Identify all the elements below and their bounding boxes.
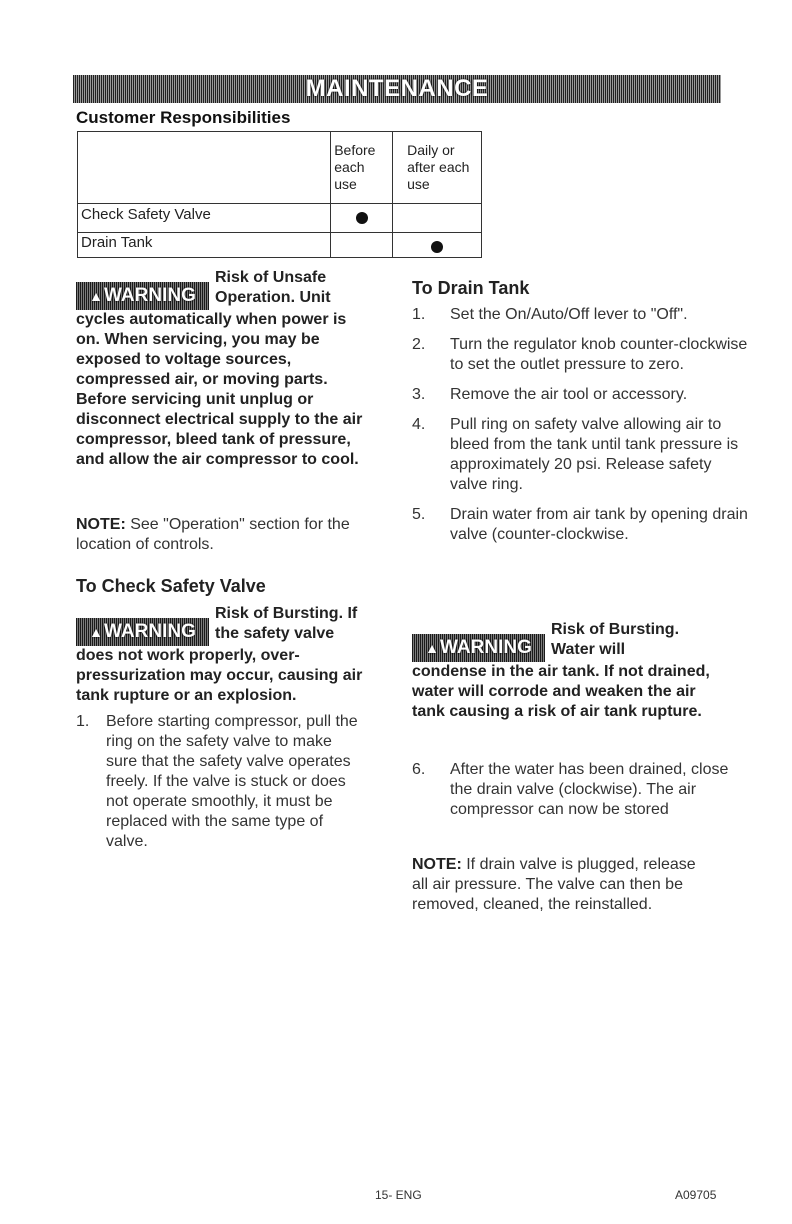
note-drain-valve: NOTE: If drain valve is plugged, release all air pressure. The valve can then be removed, cleaned, the reinstalled. bbox=[412, 856, 696, 913]
warning-badge: ▲ WARNING bbox=[76, 618, 209, 646]
header-daily: Daily or after each use bbox=[393, 132, 482, 204]
warning-triangle-icon: ▲ bbox=[425, 640, 440, 656]
banner-title: MAINTENANCE bbox=[305, 75, 489, 102]
check-safety-valve-title: To Check Safety Valve bbox=[76, 576, 266, 596]
table-row bbox=[78, 233, 482, 258]
list-item: 1. Set the On/Auto/Off lever to "Off". bbox=[412, 306, 688, 323]
warning-body: cycles automatically when power is on. When servicing, you may be exposed to voltage sources, compressed air, or moving parts. Before servicing unit unplug or disconnect electrical supply to the air compressor, bleed tank of pressure, and allow the air compressor to cool. bbox=[76, 311, 363, 468]
table-header-row bbox=[78, 132, 482, 204]
page-number: 15- ENG bbox=[375, 1188, 422, 1202]
warning-block-unsafe-operation bbox=[76, 268, 366, 470]
list-item: 2. Turn the regulator knob counter-clockwise to set the outlet pressure to zero. bbox=[412, 336, 748, 373]
warning-head: Risk of Unsafe Operation. Unit bbox=[215, 269, 331, 306]
warning-head: Risk of Bursting. If the safety valve bbox=[215, 605, 358, 642]
warning-body: condense in the air tank. If not drained, water will corrode and weaken the air tank causing a risk of air tank rupture. bbox=[412, 663, 710, 720]
list-item: 1. Before starting compressor, pull the ring on the safety valve to make sure that the safety valve operates freely. If the valve is stuck or does not operate smoothly, it must be replaced with the same type of valve. bbox=[76, 713, 358, 850]
check-mark-dot bbox=[356, 212, 368, 224]
drain-tank-steps bbox=[412, 305, 752, 555]
check-mark-dot bbox=[431, 241, 443, 253]
warning-block-bursting-water bbox=[412, 620, 712, 722]
header-before-each-use: Before each use bbox=[331, 132, 393, 204]
warning-triangle-icon: ▲ bbox=[89, 624, 104, 640]
warning-badge: ▲ WARNING bbox=[412, 634, 545, 662]
task-check-safety-valve: Check Safety Valve bbox=[78, 204, 331, 233]
section-banner bbox=[73, 75, 721, 103]
document-code: A09705 bbox=[675, 1188, 717, 1202]
note-operation: NOTE: See "Operation" section for the location of controls. bbox=[76, 516, 350, 553]
warning-triangle-icon: ▲ bbox=[89, 288, 104, 304]
warning-body: does not work properly, over-pressurization may occur, causing air tank rupture or an explosion. bbox=[76, 647, 363, 704]
warning-block-bursting-valve bbox=[76, 604, 368, 706]
list-item: 5. Drain water from air tank by opening drain valve (counter-clockwise. bbox=[412, 506, 748, 543]
check-valve-steps bbox=[76, 712, 366, 862]
warning-head: Risk of Bursting. Water will bbox=[551, 621, 680, 658]
task-drain-tank: Drain Tank bbox=[78, 233, 331, 258]
table-row bbox=[78, 204, 482, 233]
customer-responsibilities-title: Customer Responsibilities bbox=[76, 108, 291, 127]
drain-tank-steps-continued bbox=[412, 760, 752, 830]
drain-tank-title: To Drain Tank bbox=[412, 278, 530, 298]
warning-badge: ▲ WARNING bbox=[76, 282, 209, 310]
responsibilities-table bbox=[77, 131, 482, 258]
list-item: 4. Pull ring on safety valve allowing air to bleed from the tank until tank pressure is approximately 20 psi. Release safety valve ring. bbox=[412, 416, 739, 493]
list-item: 3. Remove the air tool or accessory. bbox=[412, 386, 688, 403]
list-item: 6. After the water has been drained, close the drain valve (clockwise). The air compressor can now be stored bbox=[412, 761, 729, 818]
